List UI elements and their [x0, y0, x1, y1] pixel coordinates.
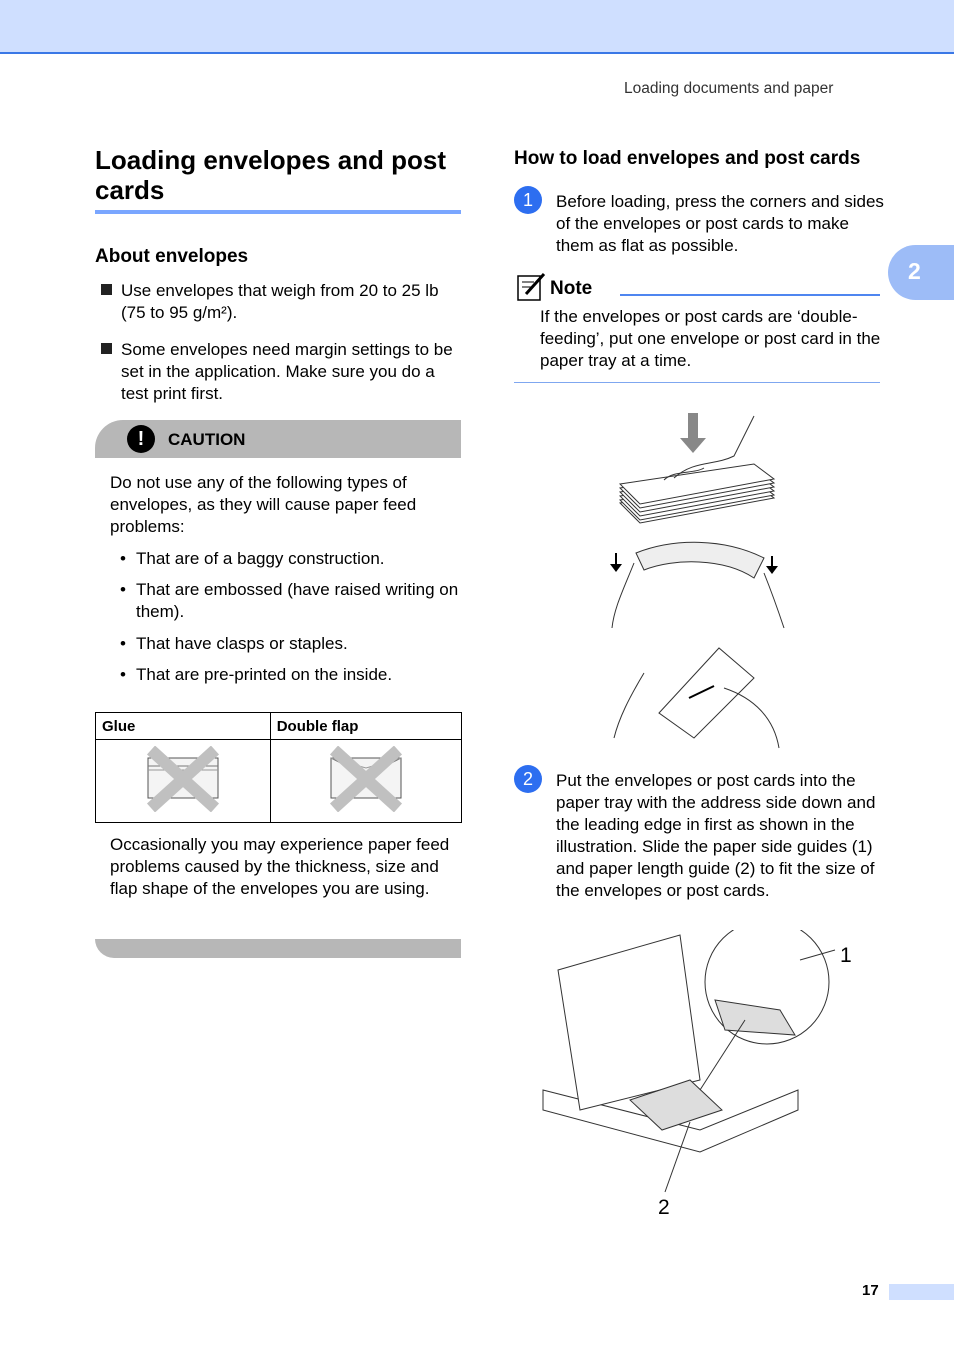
caution-footer [95, 939, 461, 958]
note-text: If the envelopes or post cards are ‘double-feeding’, put one envelope or post card in the paper tray at a time. [540, 307, 881, 370]
caution-item: That are pre-printed on the inside. [136, 665, 393, 684]
paper-tray-illustration [540, 930, 860, 1220]
running-title: Loading documents and paper [624, 80, 834, 97]
step-text: Before loading, press the corners and sides of the envelopes or post cards to make them as flat as possible. [556, 192, 884, 255]
caution-label: CAUTION [168, 430, 246, 449]
note-label: Note [550, 278, 593, 299]
list-item: • That are embossed (have raised writing on them). [120, 579, 126, 601]
footer-band [889, 1284, 954, 1300]
bullet-square-icon [101, 343, 112, 354]
list-item: • That are pre-printed on the inside. [120, 664, 126, 686]
note-bottom-rule [514, 382, 880, 383]
page-number: 17 [862, 1282, 879, 1299]
note-pencil-icon [516, 272, 548, 302]
envelope-types-table [95, 712, 462, 823]
table-header-glue: Glue [96, 713, 271, 740]
callout-1: 1 [840, 944, 852, 967]
note-rule [620, 294, 880, 296]
bullet-square-icon [101, 284, 112, 295]
double-flap-envelope-image [270, 740, 461, 823]
bullet-text: Use envelopes that weigh from 20 to 25 lb (75 to 95 g/m²). [121, 281, 439, 322]
header-band [0, 0, 954, 54]
exclamation-icon: ! [127, 425, 155, 453]
chapter-number: 2 [908, 258, 921, 284]
glue-envelope-image [96, 740, 271, 823]
bullet-text: Some envelopes need margin settings to be set in the application. Make sure you do a test print first. [121, 340, 453, 403]
table-header-double-flap: Double flap [270, 713, 461, 740]
caution-intro: Do not use any of the following types of envelopes, as they will cause paper feed problems: [110, 473, 417, 536]
caution-item: That are of a baggy construction. [136, 549, 385, 568]
list-item: • That are of a baggy construction. [120, 548, 126, 570]
section-heading: About envelopes [95, 246, 249, 267]
section-heading: How to load envelopes and post cards [514, 148, 861, 169]
step-text: Put the envelopes or post cards into the paper tray with the address side down and the leading edge in first as shown in the illustration. Slide the paper side guides (1) and paper length guide (2) to fit the size of the envelopes or post cards. [556, 771, 876, 900]
page-title: Loading envelopes and post cards [95, 145, 447, 205]
caution-outro: Occasionally you may experience paper feed problems caused by the thickness, size and flap shape of the envelopes you are using. [110, 835, 450, 898]
list-item: • That have clasps or staples. [120, 633, 126, 655]
caution-item: That are embossed (have raised writing on them). [136, 580, 459, 621]
step-number-badge: 1 [514, 186, 542, 214]
title-rule [95, 210, 461, 214]
callout-2: 2 [658, 1196, 670, 1219]
caution-item: That have clasps or staples. [136, 634, 348, 653]
flatten-envelopes-illustration [604, 408, 789, 753]
crossed-envelope-icon [143, 746, 223, 812]
chapter-tab [888, 245, 954, 300]
step-number-badge: 2 [514, 765, 542, 793]
crossed-envelope-icon [326, 746, 406, 812]
